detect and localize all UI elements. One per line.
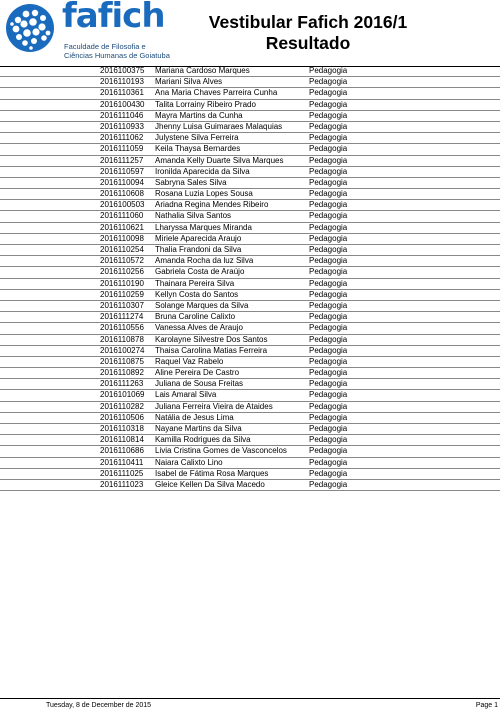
candidate-name: Naiara Calixto Lino [155, 457, 223, 467]
logo-subtitle-line1: Faculdade de Filosofia e [64, 42, 146, 51]
candidate-name: Thaisa Carolina Matias Ferreira [155, 345, 268, 355]
course-name: Pedagogia [309, 133, 348, 143]
candidate-id: 2016110307 [100, 300, 144, 310]
candidate-id: 2016110506 [100, 412, 144, 422]
course-name: Pedagogia [309, 66, 348, 75]
logo-subtitle [64, 42, 170, 60]
candidate-name: Ariadna Regina Mendes Ribeiro [155, 200, 269, 210]
candidate-name: Lais Amaral Silva [155, 390, 217, 400]
candidate-name: Mariana Cardoso Marques [155, 66, 250, 75]
course-name: Pedagogia [309, 368, 348, 378]
table-row [0, 167, 500, 178]
course-name: Pedagogia [309, 121, 348, 131]
course-name: Pedagogia [309, 479, 348, 489]
candidate-name: Rosana Luzia Lopes Sousa [155, 189, 253, 199]
course-name: Pedagogia [309, 435, 348, 445]
candidate-name: Juliana Ferreira Vieira de Ataides [155, 401, 273, 411]
course-name: Pedagogia [309, 424, 348, 433]
candidate-name: Nayane Martins da Silva [155, 424, 242, 433]
table-row [0, 368, 500, 379]
course-name: Pedagogia [309, 412, 348, 422]
candidate-name: Aline Pereira De Castro [155, 368, 240, 378]
title-line1: Vestibular Fafich 2016/1 [208, 12, 408, 32]
table-row [0, 234, 500, 245]
course-name: Pedagogia [309, 222, 348, 232]
candidate-id: 2016111062 [100, 133, 144, 143]
table-row [0, 200, 500, 211]
table-row [0, 279, 500, 290]
course-name: Pedagogia [309, 211, 348, 221]
table-row [0, 144, 500, 155]
table-row [0, 402, 500, 413]
table-row [0, 133, 500, 144]
table-row [0, 413, 500, 424]
table-row [0, 335, 500, 346]
candidate-id: 2016110608 [100, 189, 144, 199]
candidate-id: 2016110259 [100, 289, 144, 299]
course-name: Pedagogia [309, 468, 348, 478]
footer-divider [0, 698, 500, 699]
table-row [0, 469, 500, 480]
candidate-name: Ana Maria Chaves Parreira Cunha [155, 88, 278, 98]
candidate-id: 2016110256 [100, 267, 144, 277]
table-row [0, 480, 500, 491]
table-row [0, 245, 500, 256]
course-name: Pedagogia [309, 200, 348, 210]
course-name: Pedagogia [309, 401, 348, 411]
candidate-id: 2016110621 [100, 222, 144, 232]
course-name: Pedagogia [309, 155, 348, 165]
course-name: Pedagogia [309, 110, 348, 120]
course-name: Pedagogia [309, 345, 348, 355]
candidate-name: Jhenny Luisa Guimaraes Malaquias [155, 121, 283, 131]
table-row [0, 111, 500, 122]
course-name: Pedagogia [309, 446, 348, 456]
table-row [0, 458, 500, 469]
candidate-id: 2016111059 [100, 144, 144, 154]
table-row [0, 446, 500, 457]
table-row [0, 189, 500, 200]
table-row [0, 267, 500, 278]
candidate-name: Miriele Aparecida Araujo [155, 233, 242, 243]
fafich-logo [2, 0, 192, 66]
course-name: Pedagogia [309, 267, 348, 277]
table-row [0, 156, 500, 167]
page-number: Page 1 [475, 702, 498, 709]
candidate-id: 2016110094 [100, 177, 144, 187]
candidate-id: 2016110875 [100, 356, 144, 366]
table-row [0, 379, 500, 390]
table-row [0, 346, 500, 357]
candidate-name: Keila Thaysa Bernardes [155, 144, 241, 154]
candidate-id: 2016100375 [100, 66, 145, 75]
candidate-id: 2016100430 [100, 99, 145, 109]
candidate-id: 2016110814 [100, 435, 144, 445]
candidate-id: 2016110878 [100, 334, 144, 344]
candidate-name: Lharyssa Marques Miranda [155, 222, 252, 232]
course-name: Pedagogia [309, 233, 348, 243]
course-name: Pedagogia [309, 144, 348, 154]
candidate-id: 2016100503 [100, 200, 145, 210]
candidate-id: 2016110411 [100, 457, 144, 467]
course-name: Pedagogia [309, 88, 348, 98]
candidate-id: 2016111025 [100, 468, 144, 478]
candidate-id: 2016110556 [100, 323, 144, 333]
candidate-id: 2016111060 [100, 211, 144, 221]
candidate-id: 2016110282 [100, 401, 144, 411]
candidate-name: Mayra Martins da Cunha [155, 110, 243, 120]
table-row [0, 312, 500, 323]
candidate-id: 2016110892 [100, 368, 144, 378]
candidate-name: Solange Marques da Silva [155, 300, 249, 310]
candidate-id: 2016100274 [100, 345, 145, 355]
table-row [0, 88, 500, 99]
table-row [0, 178, 500, 189]
candidate-name: Amanda Rocha da luz Silva [155, 256, 254, 266]
course-name: Pedagogia [309, 177, 348, 187]
course-name: Pedagogia [309, 289, 348, 299]
candidate-name: Thalia Frandoni da Silva [155, 245, 242, 254]
candidate-name: Gleice Kellen Da Silva Macedo [155, 479, 265, 489]
table-row [0, 424, 500, 435]
course-name: Pedagogia [309, 390, 348, 400]
candidate-id: 2016110193 [100, 77, 144, 87]
candidate-id: 2016110098 [100, 233, 144, 243]
table-row [0, 256, 500, 267]
course-name: Pedagogia [309, 245, 348, 254]
candidate-id: 2016110572 [100, 256, 144, 266]
course-name: Pedagogia [309, 334, 348, 344]
candidate-id: 2016101069 [100, 390, 145, 400]
course-name: Pedagogia [309, 356, 348, 366]
course-name: Pedagogia [309, 166, 348, 176]
candidate-name: Kamilla Rodrigues da Silva [155, 435, 251, 445]
table-row [0, 435, 500, 446]
candidate-id: 2016110318 [100, 424, 144, 433]
table-row [0, 301, 500, 312]
candidate-id: 2016111274 [100, 312, 144, 322]
candidate-name: Kellyn Costa do Santos [155, 289, 239, 299]
table-row [0, 323, 500, 334]
candidate-name: Talita Lorrainy Ribeiro Prado [155, 99, 256, 109]
table-row [0, 66, 500, 77]
candidate-name: Thainara Pereira Silva [155, 278, 235, 288]
footer-date: Tuesday, 8 de December de 2015 [46, 702, 152, 709]
candidate-name: Juliana de Sousa Freitas [155, 379, 244, 389]
candidate-name: Raquel Vaz Rabelo [155, 356, 224, 366]
candidate-name: Gabriela Costa de Araújo [155, 267, 245, 277]
candidate-name: Bruna Caroline Calixto [155, 312, 236, 322]
candidate-name: Mariani Silva Alves [155, 77, 223, 87]
candidate-name: Karolayne Silvestre Dos Santos [155, 334, 268, 344]
candidate-id: 2016110361 [100, 88, 144, 98]
candidate-id: 2016111257 [100, 155, 144, 165]
candidate-name: Ironilda Aparecida da Silva [155, 166, 250, 176]
table-row [0, 357, 500, 368]
candidate-id: 2016110686 [100, 446, 144, 456]
candidate-id: 2016110597 [100, 166, 144, 176]
globe-icon [4, 2, 56, 54]
candidate-name: Vanessa Alves de Araujo [155, 323, 243, 333]
candidate-name: Nathalia Silva Santos [155, 211, 232, 221]
course-name: Pedagogia [309, 99, 348, 109]
candidate-id: 2016110933 [100, 121, 144, 131]
course-name: Pedagogia [309, 77, 348, 87]
table-row [0, 290, 500, 301]
title-line2: Resultado [265, 33, 351, 53]
candidate-id: 2016111263 [100, 379, 144, 389]
candidate-id: 2016110254 [100, 245, 144, 254]
results-table [0, 66, 500, 491]
course-name: Pedagogia [309, 323, 348, 333]
logo-wordmark: fafich [62, 0, 165, 36]
page-header [0, 0, 500, 66]
candidate-name: Isabel de Fátima Rosa Marques [155, 468, 269, 478]
candidate-name: Amanda Kelly Duarte Silva Marques [155, 155, 284, 165]
candidate-name: Livia Cristina Gomes de Vasconcelos [155, 446, 287, 456]
logo-subtitle-line2: Ciências Humanas de Goiatuba [64, 51, 170, 60]
course-name: Pedagogia [309, 312, 348, 322]
candidate-id: 2016111046 [100, 110, 144, 120]
table-row [0, 390, 500, 401]
course-name: Pedagogia [309, 278, 348, 288]
table-row [0, 100, 500, 111]
table-row [0, 223, 500, 234]
course-name: Pedagogia [309, 256, 348, 266]
course-name: Pedagogia [309, 457, 348, 467]
course-name: Pedagogia [309, 379, 348, 389]
table-row [0, 122, 500, 133]
table-row [0, 211, 500, 222]
table-row [0, 77, 500, 88]
candidate-name: Sabryna Sales Silva [155, 177, 227, 187]
document-title [180, 12, 436, 54]
course-name: Pedagogia [309, 300, 348, 310]
candidate-name: Julystene Silva Ferreira [155, 133, 239, 143]
candidate-id: 2016110190 [100, 278, 144, 288]
candidate-id: 2016111023 [100, 479, 144, 489]
candidate-name: Natália de Jesus Lima [155, 412, 234, 422]
course-name: Pedagogia [309, 189, 348, 199]
